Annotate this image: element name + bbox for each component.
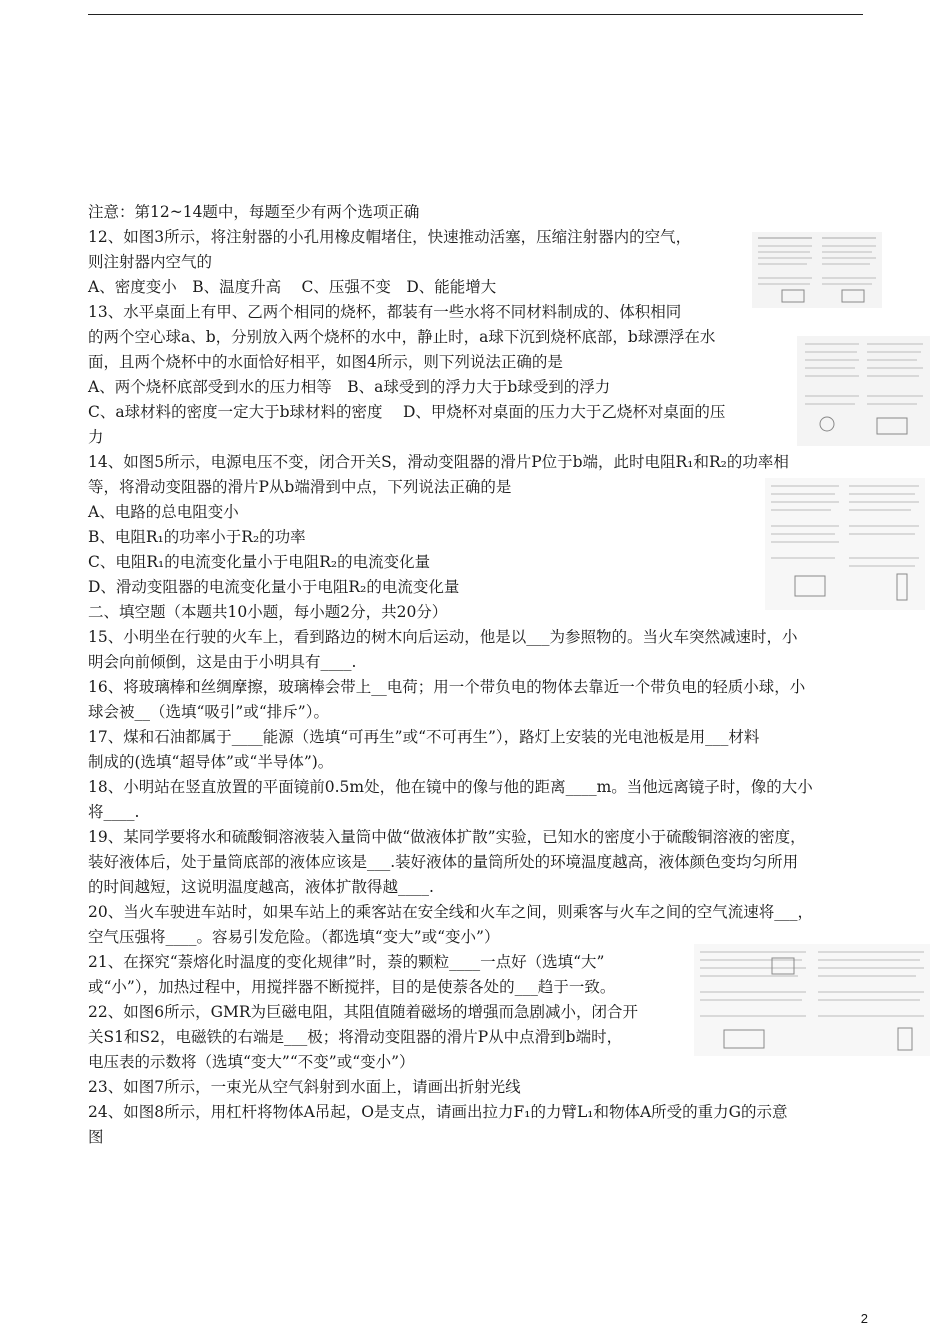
- q16-line-1: 16、将玻璃棒和丝绸摩擦，玻璃棒会带上__电荷；用一个带负电的物体去靠近一个带负电的轻质小球，小: [88, 678, 806, 696]
- q14-option-a: A、电路的总电阻变小: [88, 503, 239, 521]
- q19-line-3: 的时间越短，这说明温度越高，液体扩散得越____.: [88, 878, 434, 896]
- figure-3-thumbnail: [752, 232, 882, 308]
- q14-option-b: B、电阻R₁的功率小于R₂的功率: [88, 528, 306, 546]
- q18-line-1: 18、小明站在竖直放置的平面镜前0.5m处，他在镜中的像与他的距离____m。当他远离镜子时，像的大小: [88, 778, 813, 796]
- header-rule: [88, 14, 863, 15]
- q21-line-1: 21、在探究“萘熔化时温度的变化规律”时，萘的颗粒____一点好（选填“大”: [88, 953, 605, 971]
- q22-line-3: 电压表的示数将（选填“变大”“不变”或“变小”）: [88, 1053, 415, 1071]
- q15-line-1: 15、小明坐在行驶的火车上，看到路边的树木向后运动，他是以___为参照物的。当火车突然减速时，小: [88, 628, 798, 646]
- q13-stem-1: 13、水平桌面上有甲、乙两个相同的烧杯，都装有一些水将不同材料制成的、体积相同: [88, 303, 682, 321]
- page-number: 2: [860, 1311, 868, 1326]
- q23-line: 23、如图7所示，一束光从空气斜射到水面上，请画出折射光线: [88, 1078, 521, 1096]
- q24-line-1: 24、如图8所示，用杠杆将物体A吊起，O是支点，请画出拉力F₁的力臂L₁和物体A所受的重力G的示意: [88, 1103, 788, 1121]
- q19-line-1: 19、某同学要将水和硫酸铜溶液装入量筒中做“做液体扩散”实验，已知水的密度小于硫酸铜溶液的密度，: [88, 828, 806, 846]
- figure-6-thumbnail: [694, 944, 930, 1056]
- q14-stem-1: 14、如图5所示，电源电压不变，闭合开关S，滑动变阻器的滑片P位于b端，此时电阻R₁和R₂的功率相: [88, 453, 789, 471]
- q17-line-1: 17、煤和石油都属于____能源（选填“可再生”或“不可再生”），路灯上安装的光电池板是用___材料: [88, 728, 760, 746]
- q13-options-ab: A、两个烧杯底部受到水的压力相等 B、a球受到的浮力大于b球受到的浮力: [88, 378, 611, 396]
- note-line: 注意：第12~14题中，每题至少有两个选项正确: [88, 203, 420, 221]
- q14-option-c: C、电阻R₁的电流变化量小于电阻R₂的电流变化量: [88, 553, 431, 571]
- q18-line-2: 将____.: [88, 803, 140, 821]
- q19-line-2: 装好液体后，处于量筒底部的液体应该是___.装好液体的量筒所处的环境温度越高，液体颜色变均匀所用: [88, 853, 799, 871]
- q13-options-cd: C、a球材料的密度一定大于b球材料的密度 D、甲烧杯对桌面的压力大于乙烧杯对桌面的压: [88, 403, 726, 421]
- q15-line-2: 明会向前倾倒，这是由于小明具有____.: [88, 653, 357, 671]
- q17-line-2: 制成的(选填“超导体”或“半导体”)。: [88, 753, 334, 771]
- q14-stem-2: 等，将滑动变阻器的滑片P从b端滑到中点，下列说法正确的是: [88, 478, 512, 496]
- q13-options-cd-cont: 力: [88, 428, 104, 446]
- q16-line-2: 球会被__（选填“吸引”或“排斥”）。: [88, 703, 329, 721]
- section-heading: 二、填空题（本题共10小题，每小题2分，共20分）: [88, 603, 448, 621]
- q12-options: A、密度变小 B、温度升高 C、压强不变 D、能能增大: [88, 278, 497, 296]
- q12-stem-1: 12、如图3所示，将注射器的小孔用橡皮帽堵住，快速推动活塞，压缩注射器内的空气，: [88, 228, 692, 246]
- q13-stem-3: 面，且两个烧杯中的水面恰好相平，如图4所示，则下列说法正确的是: [88, 353, 563, 371]
- q20-line-1: 20、当火车驶进车站时，如果车站上的乘客站在安全线和火车之间，则乘客与火车之间的空气流速将___，: [88, 903, 813, 921]
- q13-stem-2: 的两个空心球a、b，分别放入两个烧杯的水中，静止时，a球下沉到烧杯底部，b球漂浮在水: [88, 328, 716, 346]
- q22-line-2: 关S1和S2，电磁铁的右端是___极；将滑动变阻器的滑片P从中点滑到b端时，: [88, 1028, 623, 1046]
- q12-stem-2: 则注射器内空气的: [88, 253, 213, 271]
- figure-5-thumbnail: [765, 478, 925, 610]
- figure-4-thumbnail: [797, 336, 930, 446]
- q21-line-2: 或“小”），加热过程中，用搅拌器不断搅拌，目的是使萘各处的___趋于一致。: [88, 978, 616, 996]
- q14-option-d: D、滑动变阻器的电流变化量小于电阻R₂的电流变化量: [88, 578, 460, 596]
- q22-line-1: 22、如图6所示，GMR为巨磁电阻，其阻值随着磁场的增强而急剧减小，闭合开: [88, 1003, 639, 1021]
- q24-line-2: 图: [88, 1128, 104, 1146]
- q20-line-2: 空气压强将____。容易引发危险。（都选填“变大”或“变小”）: [88, 928, 500, 946]
